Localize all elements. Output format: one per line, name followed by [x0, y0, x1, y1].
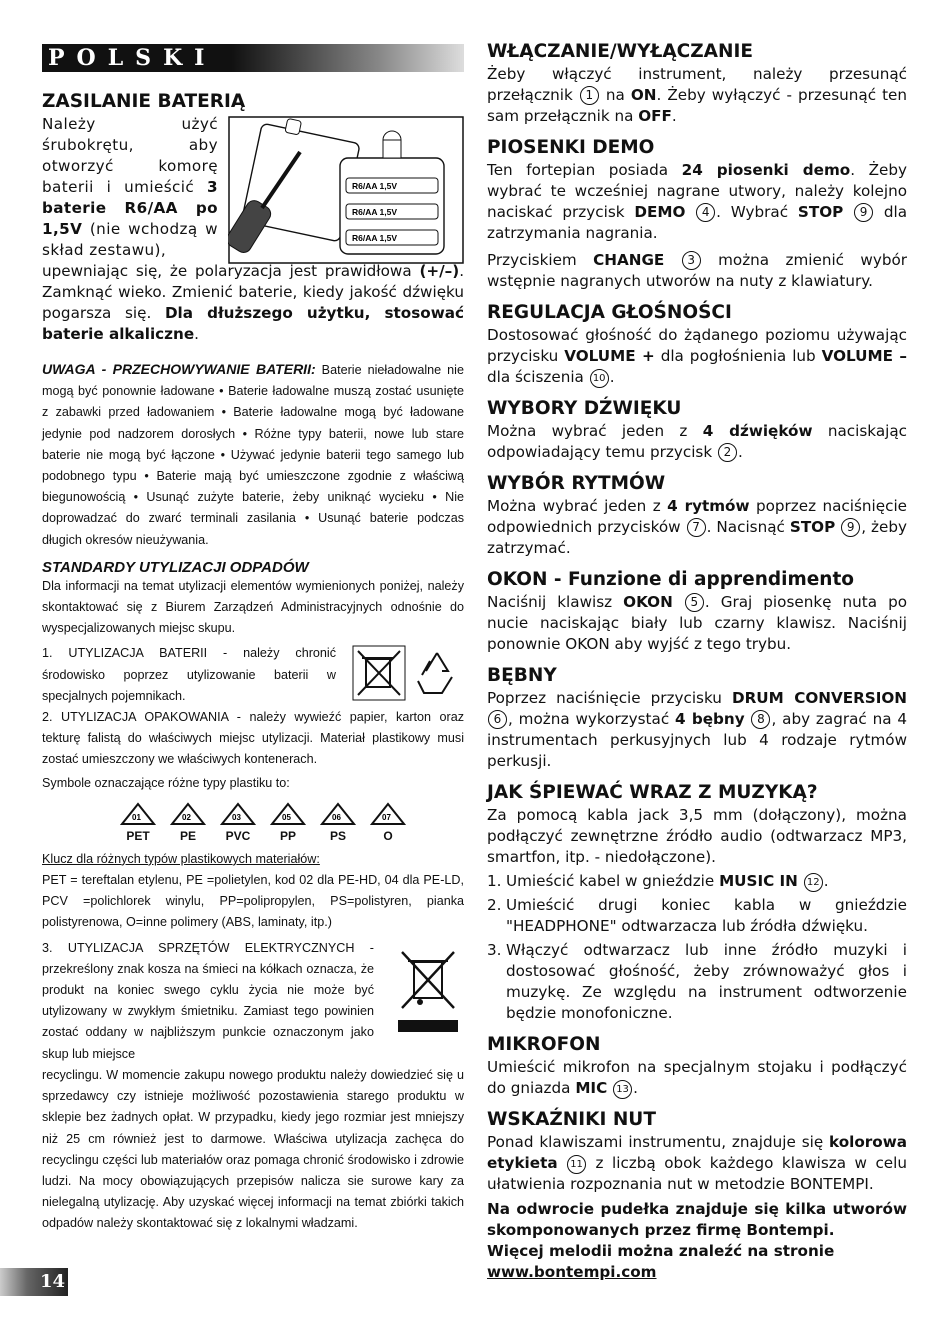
util-3-text-continued: recyclingu. W momencie zakupu nowego produktu należy dowiedzieć się u sprzedawcy czy istnieje możliwość pozostawienia starego produktu w sklepie bez żadnych opłat. W przypadku, kiedy jego rozmiar jest mniejszy niż 25 cm również jest to darmowe. Właściwa utylizacja zachęca do recyclingu części lub materiałów oraz pomaga chronić środowisko i zdrowie ludzi. Na mocy obowiązujących przepisów nalicza sie surowe kary za nielegalną utylizację. Aby uzyskać więcej informacji na temat zbiórki takich odpadów należy skontaktować się z lokalnymi władzami.	[42, 1067, 464, 1231]
spiewanie-steps	[487, 871, 907, 1024]
plastic-code-pe: 02 PE	[170, 802, 206, 843]
section-title-zasilanie: ZASILANIE BATERIĄ	[42, 91, 246, 112]
recycle-triangle-icon	[170, 802, 206, 826]
battery-label-1: R6/AA 1,5V	[352, 181, 398, 191]
recycle-triangle-icon	[120, 802, 156, 826]
crossed-bin-icon	[352, 645, 406, 701]
util-3-block	[42, 938, 464, 1065]
mikrofon-paragraph: Umieścić mikrofon na specjalnym stojaku i podłączyć do gniazda MIC 13 .	[487, 1058, 907, 1097]
language-title: POLSKI	[48, 45, 217, 71]
language-banner	[42, 44, 464, 72]
zasilanie-paragraph-bottom: upewniając się, że polaryzacja jest prawidłowa (+/–). Zamknąć wieko. Zmienić baterie, kiedy jakość dźwięku pogarsza się. Dla dłuższego użytku, stosować baterie alkaliczne.	[42, 262, 465, 343]
svg-text:05: 05	[282, 812, 291, 822]
klucz-text: PET = tereftalan etylenu, PE =polietylen, kod 02 dla PE-HD, 04 dla PE-LD, PCV =polichlorek winylu, PP=polipropylen, PS=polistyren, pianka polistyrenowa, O=inne polimery (ABS, laminaty, itp.)	[42, 873, 464, 930]
svg-text:03: 03	[232, 812, 241, 822]
demo-paragraph-2: Przyciskiem CHANGE 3 można zmienić wybór wstępnie nagranych utworów na nuty z klawiatury.	[487, 251, 908, 290]
section-title-glosnosc: REGULACJA GŁOŚNOŚCI	[487, 302, 732, 323]
uwaga-paragraph: UWAGA - PRZECHOWYWANIE BATERII: Baterie nieładowalne nie mogą być ponownie ładowane • Baterie ładowalne muszą zostać usunięte z zabawki przed ładowaniem • Baterie ładowalne mogą być ładowane jedynie pod nadzorem dorosłych • Różne typy baterii, nowe lub stare baterie nie mogą być łączone • Używać jedynie baterii tego samego lub podobnego typu • Baterie mają być umieszczone zgodnie z właściwą biegunowością • Usunąć zużyte baterie, żeby uniknąć wycieku • Nie doprowadzać do zwarć terminali zasilania • Usunąć baterie podczas długich okresów nieużywania.	[42, 361, 464, 547]
section-title-dzwieki: WYBORY DŹWIĘKU	[487, 398, 682, 419]
step-item: 2. Umieścić drugi koniec kabla w gnieździe "HEADPHONE" odtwarzacza lub źródła dźwięku.	[487, 896, 907, 935]
page-number: 14	[40, 1271, 66, 1292]
plastic-code-pp: 05 PP	[270, 802, 306, 843]
uwaga-title: UWAGA - PRZECHOWYWANIE BATERII:	[42, 361, 316, 377]
demo-paragraph-1: Ten fortepian posiada 24 piosenki demo. Żeby wybrać te wcześniej nagrane utwory, należy kolejno naciskać przycisk DEMO 4 . Wybrać STOP 9 dla zatrzymania nagrania.	[487, 161, 908, 242]
plastic-codes-row	[120, 802, 464, 843]
util-1-text: 1. UTYLIZACJA BATERII - należy chronić środowisko poprzez utylizowanie baterii w specjalnych pojemnikach.	[42, 646, 336, 703]
right-column	[487, 40, 907, 1283]
bebny-paragraph: Poprzez naciśnięcie przycisku DRUM CONVERSION 6 , można wykorzystać 4 bębny 8 , aby zagrać na 4 instrumentach perkusyjnych lub 4 rodzaje rytmów perkusji.	[487, 689, 908, 770]
section-title-rytmy: WYBÓR RYTMÓW	[487, 473, 666, 494]
recycle-icon	[412, 647, 462, 697]
website-link[interactable]: www.bontempi.com	[487, 1263, 657, 1281]
plastic-code-pvc: 03 PVC	[220, 802, 256, 843]
zasilanie-paragraph-top: Należy użyć śrubokrętu, aby otworzyć komorę baterii i umieścić 3 baterie R6/AA po 1,5V (nie wchodzą w skład zestawu),	[42, 115, 218, 259]
svg-text:01: 01	[132, 812, 141, 822]
section-title-wskazniki: WSKAŹNIKI NUT	[487, 1109, 656, 1130]
recycle-triangle-icon	[220, 802, 256, 826]
plastic-code-pet: 01 PET	[120, 802, 156, 843]
util-3-text: 3. UTYLIZACJA SPRZĘTÓW ELEKTRYCZNYCH - przekreślony znak kosza na śmieci na kółkach oznacza, że produkt na koniec swego cyklu życia nie może być utylizowany w zwykłym śmietniku. Zamiast tego powinien zostać oddany w najbliższym punkcie oznaczonym jako skup lub miejsce	[42, 940, 374, 1061]
section-title-bebny: BĘBNY	[487, 665, 557, 686]
recycle-triangle-icon	[370, 802, 406, 826]
symbole-text: Symbole oznaczające różne typy plastiku to:	[42, 775, 290, 790]
okon-paragraph: Naciśnij klawisz OKON 5 . Graj piosenkę nuta po nucie naciskając biały lub czarny klawisz. Naciśnij ponownie OKON aby wyjść z tego trybu.	[487, 593, 907, 653]
wlaczanie-paragraph: Żeby włączyć instrument, należy przesunąć przełącznik 1 na ON. Żeby wyłączyć - przesunąć ten sam przełącznik na OFF.	[487, 65, 908, 125]
rytmy-paragraph: Można wybrać jeden z 4 rytmów poprzez naciśnięcie odpowiednich przycisków 7 . Nacisnąć STOP 9 , żeby zatrzymać.	[487, 497, 908, 557]
weee-crossed-bin-icon	[396, 946, 460, 1036]
recycle-triangle-icon	[320, 802, 356, 826]
svg-text:06: 06	[332, 812, 341, 822]
section-title-mikrofon: MIKROFON	[487, 1034, 601, 1055]
section-title-wlaczanie: WŁĄCZANIE/WYŁĄCZANIE	[487, 41, 753, 62]
section-title-standardy: STANDARDY UTYLIZACJI ODPADÓW	[42, 558, 309, 576]
dzwieki-paragraph: Można wybrać jeden z 4 dźwięków naciskając odpowiadający temu przycisk 2 .	[487, 422, 908, 461]
util-1-block	[42, 643, 464, 707]
battery-compartment-illustration	[228, 116, 464, 264]
klucz-heading: Klucz dla różnych typów plastikowych materiałów:	[42, 851, 320, 866]
section-title-spiewanie: JAK ŚPIEWAĆ WRAZ Z MUZYKĄ?	[487, 782, 818, 803]
section-title-okon: OKON - Funzione di apprendimento	[487, 569, 855, 590]
util-2-text: 2. UTYLIZACJA OPAKOWANIA - należy wywieźć papier, karton oraz tekturę falistą do właściwych miejsc utylizacji. Materiał plastikowy musi zostać umieszczony we właściwych kontenerach.	[42, 710, 464, 767]
section-title-demo: PIOSENKI DEMO	[487, 137, 655, 158]
zasilanie-block	[42, 114, 464, 345]
glosnosc-paragraph: Dostosować głośność do żądanego poziomu używając przycisku VOLUME + dla pogłośnienia lub VOLUME – dla ściszenia 10 .	[487, 326, 907, 386]
plastic-code-ps: 06 PS	[320, 802, 356, 843]
spiewanie-paragraph: Za pomocą kabla jack 3,5 mm (dołączony), można podłączyć zewnętrzne źródło audio (odtwarzacz MP3, smartfon, itp. - niedołączone).	[487, 806, 907, 866]
recycle-triangle-icon	[270, 802, 306, 826]
svg-text:07: 07	[382, 812, 391, 822]
standardy-paragraph: Dla informacji na temat utylizacji elementów wymienionych poniżej, należy skontaktować się z Biurem Zarządzeń Administracyjnych odnośnie do wyspecjalizowanych miejsc skupu.	[42, 578, 464, 636]
wskazniki-paragraph: Ponad klawiszami instrumentu, znajduje się kolorowa etykieta 11 z liczbą obok każdego klawisza w celu ułatwienia rozpoznania nut w metodzie BONTEMPI.	[487, 1133, 907, 1193]
battery-label-3: R6/AA 1,5V	[352, 233, 398, 243]
step-item: 3. Włączyć odtwarzacz lub inne źródło muzyki i dostosować głośność, żeby zrównoważyć głos i muzykę. Ze względu na instrument odtworzenie będzie monofoniczne.	[487, 941, 907, 1022]
left-column	[42, 44, 464, 1235]
final-more-songs: Więcej melodii można znaleźć na stronie www.bontempi.com	[487, 1242, 835, 1281]
plastic-code-o: 07 O	[370, 802, 406, 843]
step-item: 1. Umieścić kabel w gnieździe MUSIC IN 12 .	[487, 872, 829, 890]
final-note: Na odwrocie pudełka znajduje się kilka utworów skomponowanych przez firmę Bontempi.	[487, 1200, 907, 1239]
svg-text:02: 02	[182, 812, 191, 822]
battery-label-2: R6/AA 1,5V	[352, 207, 398, 217]
